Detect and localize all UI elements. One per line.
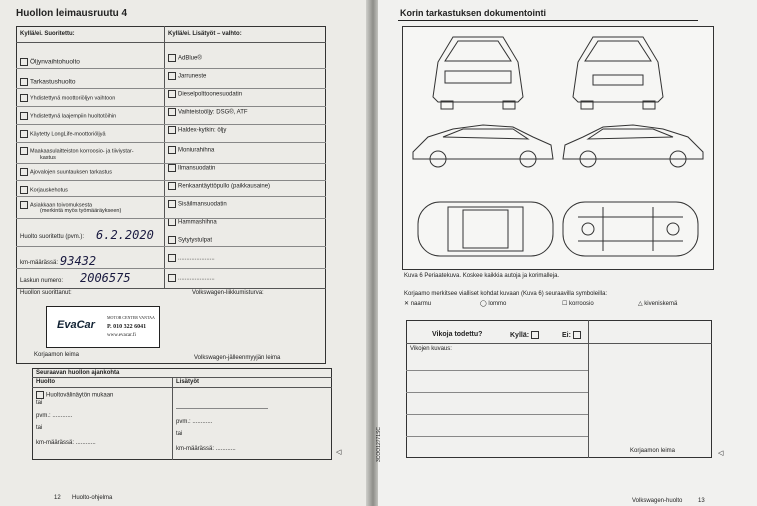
- next-check-label: Huoltovälinäytön mukaan: [46, 392, 114, 399]
- car-diagram: [403, 27, 713, 269]
- left-item: [20, 168, 112, 176]
- left-item-checkbox[interactable]: [20, 201, 28, 209]
- right-item: [168, 182, 270, 190]
- stamp-label: Korjaamon leima: [34, 352, 80, 358]
- right-item-checkbox[interactable]: [168, 236, 176, 244]
- workshop-stamp-logo: [46, 306, 160, 348]
- left-title: Huollon leimausruutu 4: [16, 8, 128, 19]
- right-item: [168, 72, 206, 80]
- car-side-view-right: [563, 125, 703, 167]
- performed-value: 6.2.2020: [96, 228, 154, 242]
- no-checkbox[interactable]: [573, 331, 581, 339]
- performed-label: Huolto suoritettu (pvm.):: [20, 234, 85, 240]
- right-item-label: Renkaantäyttöpullo (paikkausaine): [178, 183, 271, 190]
- right-item-checkbox[interactable]: [168, 200, 176, 208]
- right-title: Korin tarkastuksen dokumentointi: [400, 8, 547, 18]
- next-tai2: tai: [36, 425, 43, 431]
- car-underside-view: [563, 202, 698, 256]
- left-item: [20, 186, 68, 194]
- next-tai1: tai: [36, 400, 43, 406]
- no-text: Ei:: [562, 331, 571, 339]
- left-item-checkbox[interactable]: [20, 58, 28, 66]
- km-value: 93432: [60, 254, 97, 268]
- right-item-label: Sisäilmansuodatin: [178, 201, 227, 208]
- left-item-checkbox[interactable]: [20, 147, 28, 155]
- right-item-label: Jarruneste: [178, 73, 207, 80]
- arrow-left: ◁: [336, 449, 342, 456]
- right-item-checkbox[interactable]: [168, 218, 176, 226]
- right-item: [168, 218, 217, 226]
- right-item-checkbox[interactable]: [168, 108, 176, 116]
- right-item: [168, 274, 215, 282]
- next-checkbox[interactable]: [36, 391, 44, 399]
- right-item-label: Sytytystulpat: [178, 237, 213, 244]
- symbol-corrosion: ☐ korroosio: [562, 301, 594, 307]
- logo-brand: EvaCar: [57, 319, 95, 331]
- right-item-label: Vaihteistoöljy: DSG®, ATF: [178, 109, 248, 116]
- right-item: [168, 108, 248, 116]
- next-title: Seuraavan huollon ajankohta: [36, 370, 120, 376]
- diagram-caption: Kuva 6 Periaatekuva. Koskee kaikkia autoja ja korimalleja.: [404, 273, 560, 279]
- right-item: [168, 236, 212, 244]
- right-item-checkbox[interactable]: [168, 126, 176, 134]
- logo-line1: MOTOR CENTER VANTAA: [107, 315, 155, 320]
- car-rear-view: [433, 37, 523, 109]
- vw-service-label: Volkswagen-liikkumisturva:: [192, 290, 264, 296]
- damage-desc: Vikojen kuvaus:: [410, 346, 452, 352]
- symbol-chip: △ kiveniskemä: [638, 301, 678, 307]
- right-item-checkbox[interactable]: [168, 182, 176, 190]
- right-item-checkbox[interactable]: [168, 146, 176, 154]
- next-tai3: tai: [176, 431, 183, 437]
- left-item-checkbox[interactable]: [20, 168, 28, 176]
- left-item: [20, 58, 80, 66]
- right-item-label: Moniurahihna: [178, 147, 215, 154]
- left-item: [20, 112, 116, 120]
- logo-line2: P. 010 322 6041: [107, 324, 147, 330]
- invoice-value: 2006575: [80, 271, 131, 285]
- next-pvm2: pvm.: ............: [176, 419, 213, 425]
- vw-stamp-label: Volkswagen-jälleenmyyjän leima: [194, 355, 281, 361]
- vertical-code: 3COO12771SC: [376, 426, 382, 462]
- left-item-label: kastus: [40, 155, 56, 161]
- right-item: [168, 164, 215, 172]
- right-item-checkbox[interactable]: [168, 72, 176, 80]
- damage-table: [406, 320, 712, 458]
- symbol-scratch: ✕ naarmu: [404, 301, 432, 307]
- right-item-label: Haldex-kytkin: öljy: [178, 127, 227, 134]
- left-item-label: Yhdistettynä moottoriöljyn vaihtoon: [30, 95, 116, 102]
- next-col1: Huolto: [36, 379, 55, 385]
- right-item: [168, 200, 227, 208]
- left-item-label: Tarkastushuolto: [30, 78, 76, 86]
- left-item-label: Maakaasulaitteiston korroosio- ja tiiviystar-: [30, 148, 134, 155]
- car-side-view-left: [413, 125, 553, 167]
- next-km: km-määrässä: ............: [36, 440, 96, 446]
- footer-page-left: 12: [54, 495, 61, 501]
- right-item-checkbox[interactable]: [168, 90, 176, 98]
- next-km2: km-määrässä: ............: [176, 446, 236, 452]
- right-item-label: ......................: [178, 275, 215, 282]
- right-item-label: Ilmansuodatin: [178, 165, 216, 172]
- left-item-checkbox[interactable]: [20, 78, 28, 86]
- km-label: km-määrässä:: [20, 260, 59, 266]
- right-item-label: Hammashihna: [178, 219, 217, 226]
- left-item-checkbox[interactable]: [20, 94, 28, 102]
- left-page: [0, 0, 368, 506]
- left-item-checkbox[interactable]: [20, 130, 28, 138]
- left-item-label: Yhdistettynä laajempiin huoltotöihin: [30, 113, 117, 120]
- car-diagram-frame: [402, 26, 714, 270]
- left-item-label: Ajovalojen suuntauksen tarkastus: [30, 169, 112, 176]
- right-item-checkbox[interactable]: [168, 54, 176, 62]
- footer-page-right: 13: [698, 498, 705, 504]
- left-item: [20, 94, 115, 102]
- right-stamp-label: Korjaamon leima: [630, 448, 676, 454]
- right-item-label: Dieselpolttoonesuodatin: [178, 91, 243, 98]
- next-check: [36, 391, 113, 399]
- performer-label: Huollon suorittanut:: [20, 290, 72, 296]
- right-item-checkbox[interactable]: [168, 164, 176, 172]
- yes-text: Kyllä:: [510, 331, 530, 339]
- left-item-label: Käytetty LongLife-moottoriöljyä: [30, 131, 106, 138]
- right-page: [378, 0, 757, 506]
- arrow-right: ◁: [718, 450, 724, 457]
- yes-checkbox[interactable]: [531, 331, 539, 339]
- yes-label: [510, 331, 541, 339]
- no-label: [562, 331, 583, 339]
- left-item-label: (merkintä myös työmääräykseen): [40, 208, 122, 214]
- col1-header: Kyllä/ei. Suoritettu:: [20, 31, 75, 37]
- footer-text-left: Huolto-ohjelma: [72, 495, 113, 501]
- col2-header: Kyllä/ei. Lisätyöt – valhto:: [168, 31, 242, 37]
- right-item: [168, 146, 214, 154]
- car-front-view: [573, 37, 663, 109]
- right-item: [168, 126, 226, 134]
- right-item: [168, 254, 215, 262]
- invoice-label: Laskun numero:: [20, 278, 64, 284]
- right-item-label: AdBlue®: [178, 55, 202, 62]
- left-item-checkbox[interactable]: [20, 186, 28, 194]
- logo-line3: www.evacar.fi: [107, 333, 136, 338]
- right-item-label: ......................: [178, 255, 215, 262]
- symbol-dent: ◯ lommo: [480, 301, 507, 307]
- next-pvm: pvm.: ............: [36, 413, 73, 419]
- left-item-checkbox[interactable]: [20, 112, 28, 120]
- left-item: [20, 130, 106, 138]
- right-item-checkbox[interactable]: [168, 274, 176, 282]
- footer-text-right: Volkswagen-huolto: [632, 498, 683, 504]
- symbols-intro: Korjaamo merkitsee vialliset kohdat kuvaan (Kuva 6) seuraavilla symboleilla:: [404, 291, 608, 297]
- left-item: [20, 147, 134, 155]
- next-col2: Lisätyöt: [176, 379, 200, 385]
- left-item: [40, 208, 121, 214]
- right-item-checkbox[interactable]: [168, 254, 176, 262]
- right-item: [168, 54, 202, 62]
- right-item: [168, 90, 242, 98]
- left-item: [20, 78, 76, 86]
- left-item-label: Asiakkaan toivomuksesta: [30, 202, 93, 209]
- car-top-view: [418, 202, 553, 256]
- left-item: [40, 155, 56, 161]
- left-item-label: Öljynvaihtohuolto: [30, 58, 80, 66]
- left-item-label: Korjauskehotus: [30, 187, 68, 194]
- damage-question: Vikoja todettu?: [432, 331, 483, 338]
